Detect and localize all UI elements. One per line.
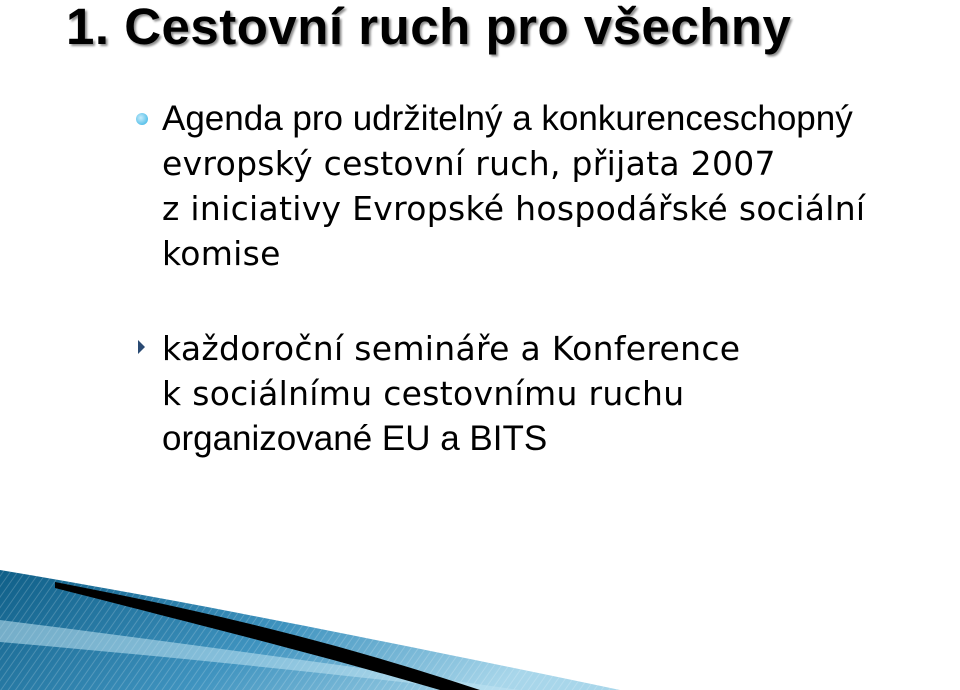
decor-stripe-overlay	[0, 570, 620, 690]
bullet-line: každoroční semináře a Konference	[162, 329, 741, 368]
bullet-line: z iniciativy Evropské hospodářské sociální	[162, 189, 866, 228]
bullet-line: evropský cestovní ruch, přijata 2007	[162, 144, 776, 183]
bullet-line: Agenda pro udržitelný a konkurenceschopný	[162, 99, 853, 138]
bullet-line: organizované EU a BITS	[162, 419, 548, 458]
bullet-line: komise	[162, 234, 281, 273]
slide-title: 1. Cestovní ruch pro všechny	[66, 0, 792, 55]
bullet-line: k sociálnímu cestovnímu ruchu	[162, 374, 685, 413]
